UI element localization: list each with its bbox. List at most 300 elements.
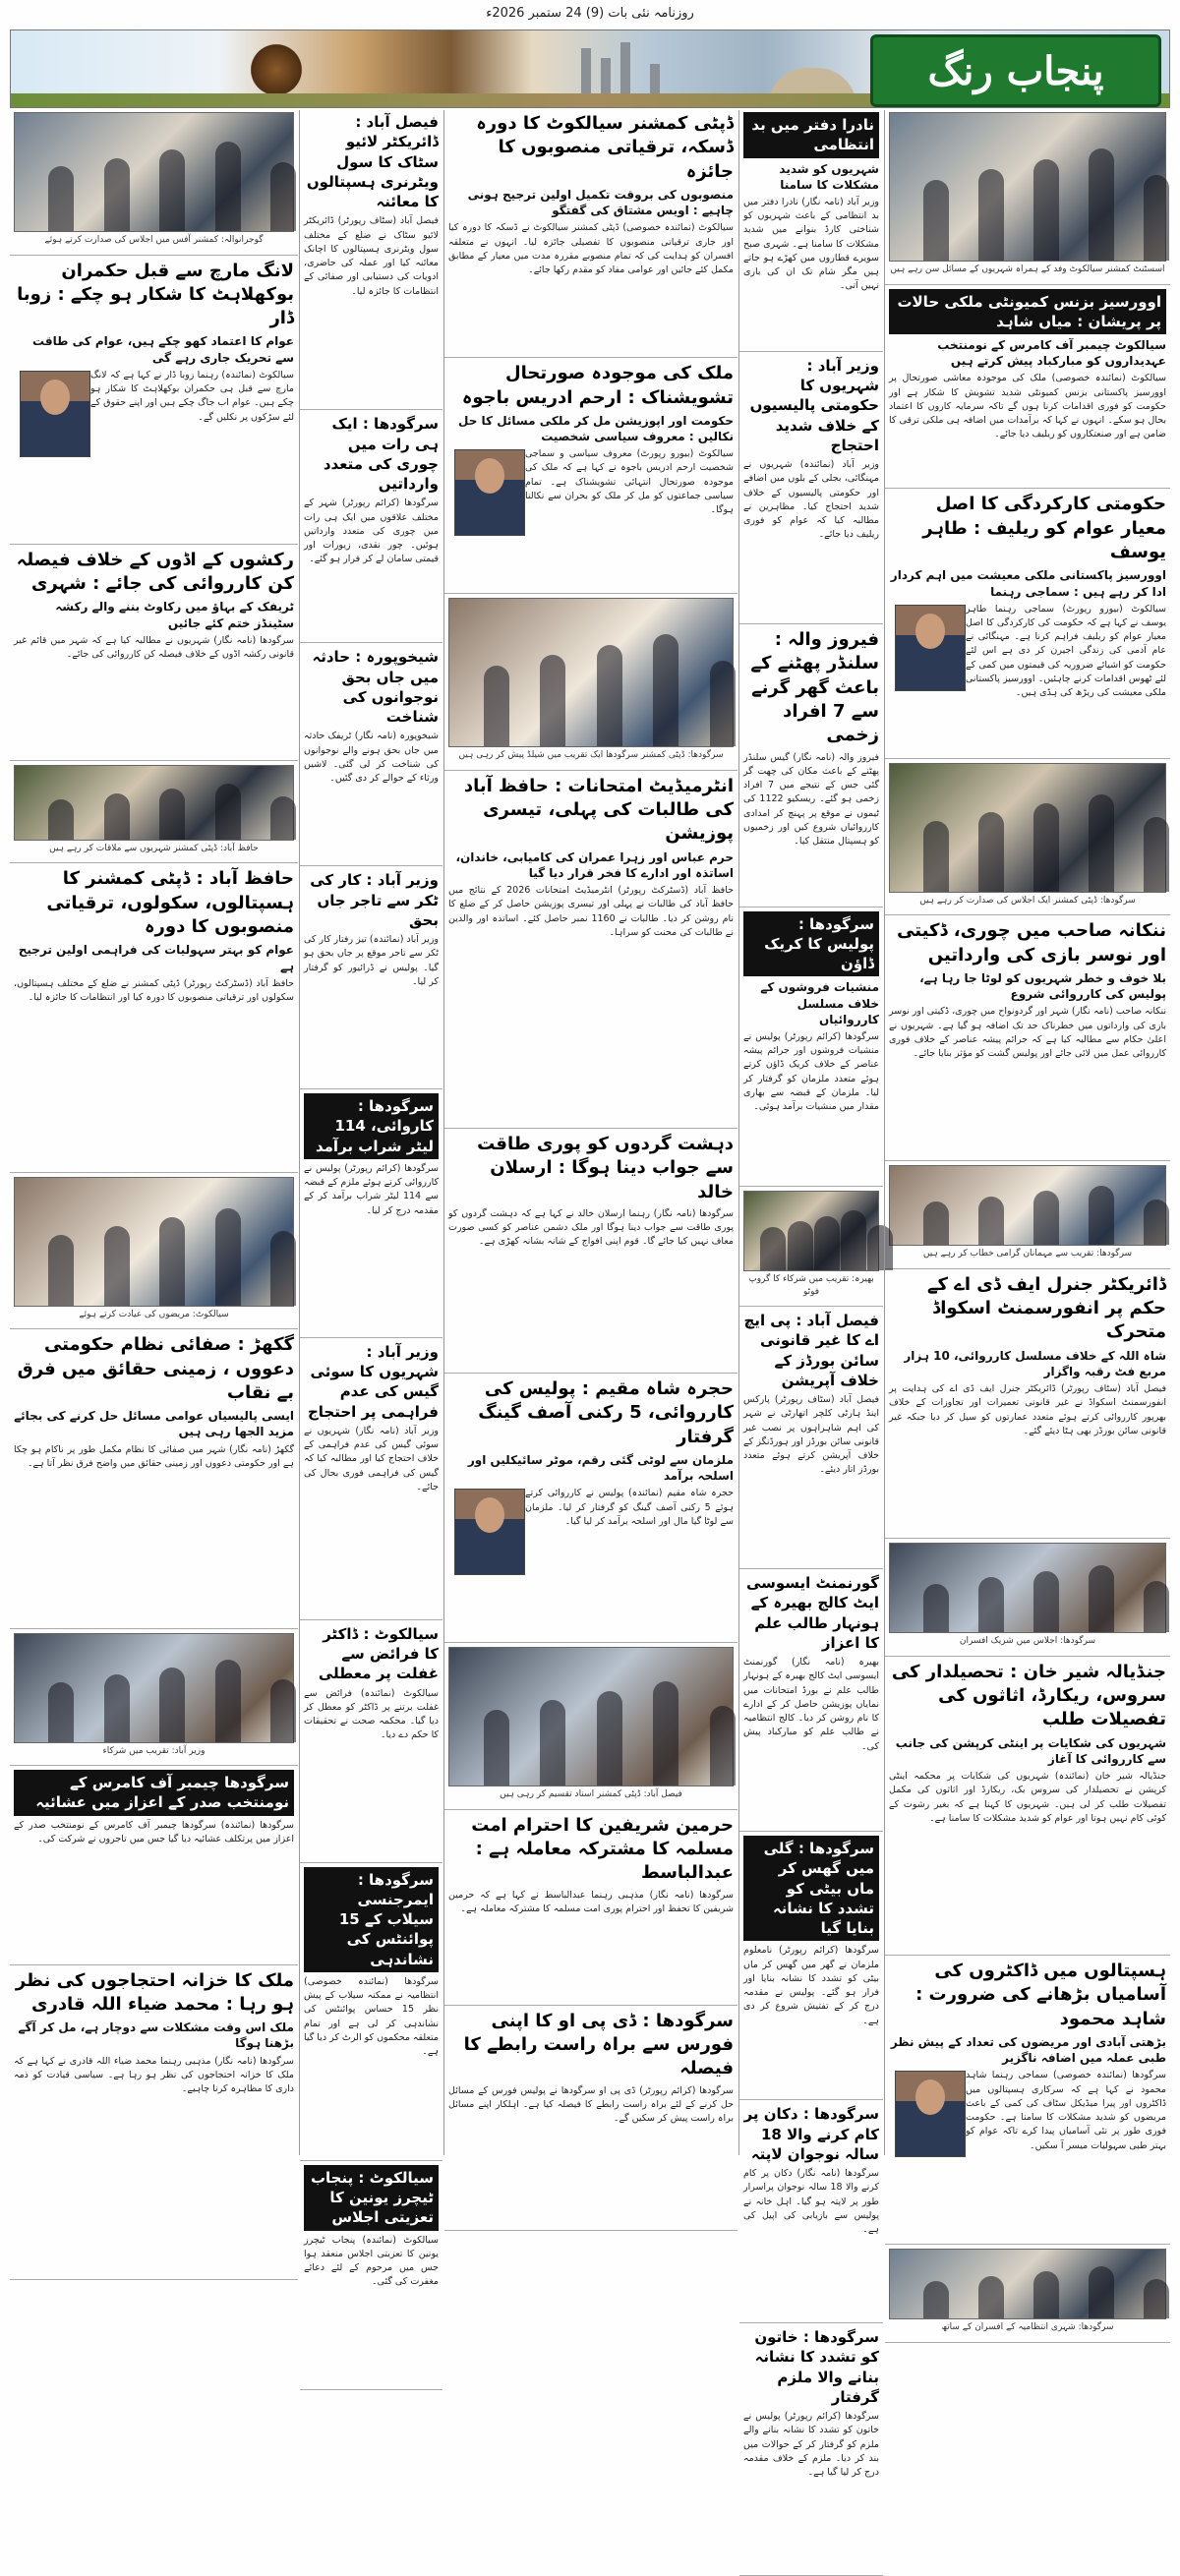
person-silhouette — [48, 1682, 74, 1742]
article-separator — [885, 758, 1170, 759]
article-separator — [300, 1337, 442, 1338]
headline: وزیر آباد : شہریوں کا سوئی گیس کی عدم فراہمی پر احتجاج — [307, 1342, 439, 1421]
photo-block — [889, 1543, 1166, 1648]
article-body — [743, 196, 879, 343]
article-text: سرگودھا (کرائم رپورٹر) پولیس نے خاتون کو تشدد کا نشانہ بنانے والے ملزم کو گرفتار کر کے حوالات میں بند کر دیا۔ ملزم کے خلاف مقدمہ درج کر لیا گیا ہے۔ — [743, 2411, 879, 2479]
article-text: سرگودھا (نامہ نگار) مذہبی رہنما محمد ضیاء اللہ قادری نے کہا ہے کہ ملک کا خزانہ احتجاجوں کی نظر ہو رہا ہے۔ سیاسی قیادت کو ذمہ داری کا مظاہرہ کرنا چاہیے۔ — [14, 2055, 294, 2095]
person-silhouette — [104, 158, 130, 231]
article-separator — [444, 1128, 738, 1129]
article-text: سیالکوٹ (نمائندہ) پنجاب ٹیچرز یونین کا تعزیتی اجلاس منعقد ہوا جس میں مرحوم کے لئے دعائے مغفرت کی گئی۔ — [304, 2234, 439, 2288]
headline: گورنمنٹ ایسوسی ایٹ کالج بھیرہ کے ہونہار طالب علم کا اعزاز — [745, 1574, 879, 1652]
person-silhouette — [215, 1208, 241, 1306]
news-article — [743, 1573, 879, 1823]
article-separator — [444, 1809, 738, 1810]
news-article — [743, 628, 879, 898]
article-separator — [739, 1568, 883, 1569]
news-article — [889, 1661, 1166, 1947]
person-silhouette — [1089, 1186, 1114, 1246]
news-photo — [889, 2249, 1166, 2319]
sub-headline: اوورسیز پاکستانی ملکی معیشت میں اہم کردار ادا کر رہے ہیں : سماجی رہنما — [890, 568, 1166, 599]
article-text: فیصل آباد (سٹاف رپورٹر) ڈائریکٹر جنرل ایف ڈی اے کی ہدایت پر انفورسمنٹ اسکواڈ نے غیر قانونی تعمیرات اور تجاوزات کے خلاف بھرپور کارروائی کرتے ہوئے متعدد عمارتوں کو سیل کر دیا جبکہ غیر قانونی سائن بورڈز بھی ہٹا دیئے گئے۔ — [889, 1383, 1166, 1436]
article-text: ننکانہ صاحب (نامہ نگار) شہر اور گردونواح میں چوری، ڈکیتی اور نوسر بازی کی وارداتوں میں خطرناک حد تک اضافہ ہو گیا ہے۔ شہریوں نے اعلیٰ حکام سے مطالبہ کیا ہے کہ جرائم پیشہ عناصر کے خلاف فوری کارروائی عمل میں لائی جائے اور پولیس گشت کو مؤثر بنایا جائے۔ — [889, 1006, 1166, 1060]
news-article — [889, 1960, 1166, 2236]
photo-caption: گوجرانوالہ: کمشنر آفس میں اجلاس کی صدارت کرتے ہوئے — [44, 235, 264, 245]
banner-sun-icon — [247, 40, 306, 99]
headline: جنڈیالہ شیر خان : تحصیلدار کی سروس، ریکارڈ، اثاثوں کی تفصیلات طلب — [891, 1661, 1166, 1730]
article-text: سرگودھا (کرائم رپورٹر) ڈی پی او سرگودھا نے پولیس فورس کے مسائل حل کرنے کے لئے براہ راست رابطے کا فیصلہ کیا ہے۔ اہلکار اپنے مسائل براہ راست پیش کر سکیں گے۔ — [448, 2084, 734, 2125]
article-separator — [300, 409, 442, 410]
photo-block — [14, 112, 294, 247]
article-text: سیالکوٹ (نمائندہ خصوصی) ڈپٹی کمشنر سیالکوٹ نے ڈسکہ کا دورہ کیا اور جاری ترقیاتی منصوبوں کا تفصیلی جائزہ لیا۔ انہوں نے متعلقہ افسران کو ہدایت کی کہ تمام منصوبے مقررہ مدت میں معیار کے مطابق مکمل کئے جائیں اور عوامی مفاد کو مقدم رکھا جائے۔ — [448, 222, 734, 276]
headline: ڈپٹی کمشنر سیالکوٹ کا دورہ ڈسکہ، ترقیاتی منصوبوں کا جائزہ — [476, 113, 734, 182]
news-article — [889, 1273, 1166, 1530]
article-body — [743, 1944, 879, 2091]
person-silhouette — [104, 793, 130, 840]
headline: لانگ مارچ سے قبل حکمران بوکھلاہٹ کا شکار ہو چکے : زوبا ڈار — [17, 260, 294, 329]
article-separator — [10, 1628, 298, 1629]
photo-caption: سرگودھا: اجلاس میں شریک افسران — [959, 1636, 1096, 1647]
news-article — [14, 260, 294, 536]
article-text: سرگودھا (نمائندہ) سرگودھا چیمبر آف کامرس کے نومنتخب صدر کے اعزاز میں پرتکلف عشائیہ دیا گیا جس میں تاجروں نے شرکت کی۔ — [14, 1819, 294, 1844]
article-separator — [10, 255, 298, 256]
article-separator — [300, 2160, 442, 2161]
news-article — [743, 112, 879, 343]
person-silhouette — [1089, 794, 1114, 892]
news-article — [304, 870, 439, 1081]
person-silhouette — [841, 1210, 866, 1270]
article-body — [889, 1005, 1166, 1152]
headline: نادرا دفتر میں بد انتظامی — [743, 112, 879, 158]
article-body — [743, 2410, 879, 2567]
article-text: حافظ آباد (ڈسٹرکٹ رپورٹر) ڈپٹی کمشنر نے ضلع کے مختلف ہسپتالوں، سکولوں اور ترقیاتی منصوبوں کا دورہ کیا اور انتظامات کا جائزہ لیا۔ — [14, 977, 294, 1003]
person-silhouette — [978, 2276, 1004, 2318]
photo-caption: بھیرہ: تقریب میں شرکاء کا گروپ فوٹو — [748, 1273, 874, 1297]
news-article — [14, 1969, 294, 2271]
article-text: سیالکوٹ (نمائندہ) فرائض سے غفلت برتنے پر ڈاکٹر کو معطل کر دیا گیا۔ محکمہ صحت نے تحقیقات کا حکم دے دیا۔ — [304, 1687, 439, 1741]
person-silhouette — [270, 162, 296, 231]
headline: اوورسیز بزنس کمیونٹی ملکی حالات پر پریشان : میاں شاہد — [889, 289, 1166, 335]
article-body — [889, 1382, 1166, 1530]
news-photo — [14, 1633, 294, 1743]
news-article — [448, 1133, 734, 1365]
photo-block — [889, 112, 1166, 276]
article-text: فیروز والہ (نامہ نگار) گیس سلنڈر پھٹنے کے باعث مکان کی چھت گر گئی جس کے نتیجے میں 7 افراد زخمی ہو گئے۔ ریسکیو 1122 کی ٹیموں نے موقع پر پہنچ کر امدادی کارروائیاں شروع کیں اور زخمیوں کو ہسپتال منتقل کیا۔ — [743, 751, 880, 848]
news-photo — [889, 1543, 1166, 1633]
portrait-photo — [895, 605, 966, 691]
article-text: سرگودھا (نمائندہ خصوصی) سماجی رہنما شاہد محمود نے کہا ہے کہ سرکاری ہسپتالوں میں ڈاکٹروں اور پیرا میڈیکل سٹاف کی کمی کے باعث مریضوں کو شدید مشکلات کا سامنا ہے۔ حکومت فوری طور پر نئی آسامیاں پیدا کرے تاکہ عوام کو بہتر طبی سہولیات میسر آ سکیں۔ — [966, 2070, 1166, 2151]
person-silhouette — [270, 796, 296, 840]
dateline: روزنامہ نئی بات (9) 24 ستمبر 2026ء — [486, 6, 694, 21]
article-separator — [885, 1538, 1170, 1539]
article-text: سرگودھا (نامہ نگار) شہریوں نے مطالبہ کیا ہے کہ شہر میں قائم غیر قانونی رکشہ اڈوں کے خلاف فیصلہ کن کارروائی کی جائے۔ — [14, 634, 294, 661]
person-silhouette — [484, 666, 509, 747]
headline: ملک کا خزانہ احتجاجوں کی نظر ہو رہا : محمد ضیاء اللہ قادری — [15, 1969, 294, 2015]
article-body — [14, 634, 294, 752]
column-divider — [443, 110, 444, 2155]
article-separator — [444, 1642, 738, 1643]
masthead-banner — [10, 29, 1170, 108]
headline: فیصل آباد : ڈائریکٹر لائیو سٹاک کا سول ویٹرنری ہسپتالوں کا معائنہ — [306, 113, 439, 210]
news-photo — [14, 765, 294, 841]
person-silhouette — [1089, 1565, 1114, 1632]
person-silhouette — [1144, 1581, 1169, 1632]
person-silhouette — [710, 1706, 736, 1786]
person-silhouette — [1033, 1191, 1059, 1245]
news-article — [448, 362, 734, 585]
portrait-photo — [454, 1489, 525, 1575]
article-text: سرگودھا (کرائم رپورٹر) نامعلوم ملزمان نے گھر میں گھس کر ماں بیٹی کو تشدد کا نشانہ بنایا اور فرار ہو گئے۔ پولیس نے مقدمہ درج کر کے تفتیش شروع کر دی ہے۔ — [743, 1945, 879, 2026]
person-silhouette — [540, 1700, 565, 1786]
article-body — [448, 1487, 734, 1634]
headline: سرگودھا : خاتون کو تشدد کا نشانہ بنانے والا ملزم گرفتار — [754, 2328, 879, 2406]
news-article — [304, 414, 439, 634]
sub-headline: شاہ اللہ کے خلاف مسلسل کارروائی، 10 ہزار مربع فٹ رقبہ واگزار — [904, 1348, 1166, 1378]
headline: حافظ آباد : ڈپٹی کمشنر کا ہسپتالوں، سکولوں، ترقیاتی منصوبوں کا دورہ — [46, 868, 294, 938]
photo-block — [14, 765, 294, 855]
headline: انٹرمیڈیٹ امتحانات : حافظ آباد کی طالبات کی پہلی، تیسری پوزیشن — [463, 775, 734, 845]
article-body — [743, 2167, 879, 2314]
person-silhouette — [484, 1710, 509, 1786]
section-logo — [870, 34, 1161, 107]
person-silhouette — [1033, 159, 1059, 262]
news-article — [304, 1624, 439, 1854]
article-separator — [885, 284, 1170, 285]
article-text: سیالکوٹ (نمائندہ خصوصی) ملک کی موجودہ معاشی صورتحال پر اوورسیز پاکستانی بزنس کمیونٹی شدید تشویش کا شکار ہے اور حکومت کو فوری اقدامات کرنا ہوں گے تاکہ سرمایہ کاروں کا اعتماد بحال ہو سکے۔ انہوں نے کہا کہ برآمدات میں اضافہ ہی ملکی ترقی کا ضامن ہے اور صنعتکاروں کو ریلیف دیا جائے۔ — [889, 373, 1166, 440]
photo-block — [889, 763, 1166, 907]
article-text: شیخوپورہ (نامہ نگار) ٹریفک حادثہ میں جاں بحق ہونے والے نوجوانوں کی شناخت کر لی گئی۔ لاشیں ورثاء کے حوالے کر دی گئیں۔ — [304, 731, 439, 784]
news-article — [889, 919, 1166, 1152]
article-separator — [885, 488, 1170, 489]
article-separator — [10, 544, 298, 545]
article-text: فیصل آباد (سٹاف رپورٹر) پارکس اینڈ ہارٹی کلچر اتھارٹی نے شہر کی اہم شاہراہوں پر نصب غیر قانونی سائن بورڈز اور ہورڈنگز کے خلاف آپریشن کرتے ہوئے متعدد بورڈز اتار دیئے۔ — [743, 1394, 879, 1476]
photo-caption: وزیر آباد: تقریب میں شرکاء — [102, 1745, 206, 1756]
article-body — [304, 214, 439, 401]
article-separator — [885, 2244, 1170, 2245]
person-silhouette — [1089, 2266, 1114, 2318]
column-3 — [444, 110, 738, 2155]
sub-headline: عوام کا اعتماد کھو چکے ہیں، عوام کی طاقت سے تحریک جاری رہے گی — [32, 334, 294, 365]
news-article — [448, 1814, 734, 1997]
news-article — [743, 356, 879, 615]
headline: حرمین شریفین کا احترام امت مسلمہ کا مشترکہ معاملہ ہے : عبدالباسط — [471, 1814, 734, 1884]
photo-block — [448, 1647, 734, 1801]
article-separator — [444, 593, 738, 594]
article-text: سرگودھا (کرائم رپورٹر) پولیس نے منشیات فروشوں اور جرائم پیشہ عناصر کے خلاف کریک ڈاؤن کرتے ہوئے متعدد ملزمان کو گرفتار کر لیا۔ ملزمان کے قبضہ سے بھاری مقدار میں منشیات برآمد ہوئی۔ — [743, 1030, 879, 1113]
article-separator — [885, 1268, 1170, 1269]
article-separator — [10, 1765, 298, 1766]
sub-headline: بلا خوف و خطر شہریوں کو لوٹا جا رہا ہے، پولیس کی کارروائی شروع — [919, 970, 1166, 1002]
headline: سرگودھا چیمبر آف کامرس کے نومنتخب صدر کے اعزاز میں عشائیہ — [14, 1770, 294, 1816]
article-text: سیالکوٹ (بیورو رپورٹ) معروف سیاسی و سماجی شخصیت ارحم ادریس باجوہ نے کہا ہے کہ ملک کی موجودہ صورتحال انتہائی تشویشناک ہے۔ تمام سیاسی جماعتوں کو مل کر ملک کو بحران سے نکالنا ہوگا۔ — [525, 448, 734, 516]
news-article — [743, 2104, 879, 2314]
sub-headline: ملزمان سے لوٹی گئی رقم، موٹر سائیکلیں اور اسلحہ برآمد — [467, 1452, 734, 1484]
news-article — [14, 549, 294, 752]
person-silhouette — [923, 821, 949, 892]
headline: ہسپتالوں میں ڈاکٹروں کی آسامیاں بڑھانے کی ضرورت : شاہد محمود — [915, 1961, 1166, 2029]
article-separator — [444, 2005, 738, 2006]
news-photo — [14, 1177, 294, 1307]
portrait-photo — [20, 371, 90, 457]
article-text: وزیر آباد (نمائندہ) تیز رفتار کار کی ٹکر سے تاجر موقع پر جاں بحق ہو گیا۔ پولیس نے ڈرائیور کو گرفتار کر لیا۔ — [304, 934, 439, 987]
article-body — [889, 603, 1166, 750]
column-divider — [299, 110, 300, 2155]
article-separator — [739, 2099, 883, 2100]
person-silhouette — [653, 634, 678, 746]
headline: سرگودھا : کاروائی، 114 لیٹر شراب برآمد — [304, 1093, 439, 1159]
person-silhouette — [923, 2281, 949, 2319]
news-photo — [448, 1647, 734, 1786]
column-2 — [739, 110, 883, 2479]
photo-block — [889, 1165, 1166, 1260]
headline: وزیر آباد : کار کی ٹکر سے تاجر جاں بحق — [310, 871, 439, 929]
news-article — [743, 911, 879, 1178]
article-separator — [739, 1186, 883, 1187]
news-photo — [889, 112, 1166, 262]
article-body — [889, 1770, 1166, 1947]
article-text: سیالکوٹ (نمائندہ) رہنما زوبا ڈار نے کہا ہے کہ لانگ مارچ سے قبل ہی حکمران بوکھلاہٹ کا شکار ہو چکے ہیں۔ عوام اب جاگ چکے ہیں اور اپنے حقوق کے لئے سڑکوں پر نکلیں گے۔ — [90, 369, 294, 423]
headline: شیخوپورہ : حادثہ میں جاں بحق نوجوانوں کی شناخت — [312, 648, 439, 726]
news-article — [304, 112, 439, 401]
article-body — [448, 2084, 734, 2222]
article-body — [448, 1207, 734, 1365]
article-separator — [444, 2230, 738, 2231]
article-body — [448, 884, 734, 1120]
news-article — [889, 493, 1166, 749]
news-article — [743, 1836, 879, 2091]
article-separator — [739, 623, 883, 624]
article-separator — [10, 2279, 298, 2280]
article-body — [14, 2055, 294, 2271]
person-silhouette — [48, 799, 74, 840]
portrait-photo — [895, 2071, 966, 2157]
article-body — [743, 1656, 879, 1823]
article-separator — [885, 1656, 1170, 1657]
article-separator — [300, 1619, 442, 1620]
sub-headline: سیالکوٹ چیمبر آف کامرس کے نومنتخب عہدیداروں کو مبارکباد پیش کرتے ہیں — [937, 338, 1166, 369]
headline: ننکانہ صاحب میں چوری، ڈکیتی اور نوسر بازی کی وارداتیں — [897, 920, 1166, 966]
person-silhouette — [270, 1231, 296, 1305]
person-silhouette — [159, 1217, 185, 1306]
person-silhouette — [1144, 175, 1169, 261]
headline: وزیر آباد : شہریوں کا حکومتی پالیسیوں کے خلاف شدید احتجاج — [749, 356, 879, 454]
news-article — [14, 1770, 294, 1957]
article-text: سرگودھا (نامہ نگار) مذہبی رہنما عبدالباسط نے کہا ہے کہ حرمین شریفین کا تحفظ اور احترام پوری امت مسلمہ کا مشترکہ معاملہ ہے۔ — [448, 1889, 734, 1914]
article-body — [304, 1162, 439, 1329]
person-silhouette — [48, 166, 74, 231]
article-body — [304, 1975, 439, 2152]
article-text: حافظ آباد (ڈسٹرکٹ رپورٹر) انٹرمیڈیٹ امتحانات 2026 کے نتائج میں حافظ آباد کی طالبات نے پہلی اور تیسری پوزیشن حاصل کر کے ضلع کا نام روشن کر دیا۔ طالبات نے 1160 نمبر حاصل کئے۔ اساتذہ اور والدین نے طالبات کی محنت کو سراہا۔ — [448, 885, 734, 938]
article-separator — [10, 862, 298, 863]
article-separator — [300, 2389, 442, 2390]
photo-block — [14, 1633, 294, 1758]
news-article — [448, 2010, 734, 2222]
article-separator — [10, 760, 298, 761]
photo-caption: حافظ آباد: ڈپٹی کمشنر شہریوں سے ملاقات کر رہے ہیں — [49, 843, 259, 853]
headline: ڈائریکٹر جنرل ایف ڈی اے کے حکم پر انفورسمنٹ اسکواڈ متحرک — [927, 1273, 1166, 1343]
news-article — [448, 775, 734, 1120]
headline: ملک کی موجودہ صورتحال تشویشناک : ارحم ادریس باجوہ — [461, 363, 734, 408]
article-text: حجرہ شاہ مقیم (نمائندہ) پولیس نے کارروائی کرتے ہوئے 5 رکنی آصف گینگ کو گرفتار کر لیا۔ ملزمان سے لوٹا گیا مال اور اسلحہ برآمد کر لیا گیا۔ — [525, 1488, 734, 1527]
headline: سیالکوٹ : پنجاب ٹیچرز یونین کا تعزیتی اجلاس — [304, 2165, 439, 2231]
article-separator — [300, 642, 442, 643]
person-silhouette — [1144, 1200, 1169, 1245]
photo-caption: سرگودھا: شہری انتظامیہ کے افسران کے ساتھ — [941, 2322, 1114, 2333]
news-article — [304, 1867, 439, 2152]
article-body — [304, 1425, 439, 1611]
article-body — [304, 730, 439, 857]
person-silhouette — [1033, 803, 1059, 892]
news-article — [304, 647, 439, 857]
person-silhouette — [1144, 2279, 1169, 2319]
person-silhouette — [270, 1679, 296, 1742]
headline: سیالکوٹ : ڈاکٹر کا فرائض سے غفلت پر معطلی — [318, 1624, 439, 1683]
person-silhouette — [215, 784, 241, 840]
column-divider — [738, 110, 739, 2155]
news-article — [14, 867, 294, 1163]
article-body — [304, 497, 439, 634]
sub-headline: عوام کو بہتر سہولیات کی فراہمی اولین ترجیح ہے — [18, 943, 294, 973]
article-separator — [444, 1373, 738, 1374]
headline: سرگودھا : ایک ہی رات میں چوری کی متعدد وارداتیں — [323, 415, 439, 493]
person-silhouette — [104, 1226, 130, 1306]
article-separator — [300, 1862, 442, 1863]
article-separator — [739, 1831, 883, 1832]
article-body — [304, 933, 439, 1081]
sub-headline: ٹریفک کے بہاؤ میں رکاوٹ بننے والے رکشہ سٹینڈز ختم کئے جائیں — [55, 600, 294, 630]
person-silhouette — [104, 1674, 130, 1741]
sub-headline: ملک اس وقت مشکلات سے دوچار ہے، مل کر آگے بڑھنا ہوگا — [18, 2020, 294, 2051]
person-silhouette — [923, 180, 949, 262]
article-separator — [10, 1964, 298, 1965]
news-photo — [889, 1165, 1166, 1246]
person-silhouette — [978, 1197, 1004, 1246]
article-body — [743, 458, 879, 615]
person-silhouette — [867, 1225, 893, 1270]
headline: فیروز والہ : سلنڈر پھٹنے کے باعث گھر گرنے سے 7 افراد زخمی — [750, 629, 879, 746]
news-article — [304, 1093, 439, 1329]
headline: گکھڑ : صفائی نظام حکومتی دعووں ، زمینی حقائق میں فرق بے نقاب — [17, 1334, 294, 1403]
article-body — [304, 2234, 439, 2381]
person-silhouette — [597, 1691, 622, 1786]
person-silhouette — [978, 812, 1004, 892]
article-text: جنڈیالہ شیر خان (نمائندہ) شہریوں کی شکایات پر محکمہ اینٹی کرپشن نے تحصیلدار کی سروس بک، ریکارڈ اور اثاثوں کی مکمل تفصیلات طلب کر لی ہیں۔ شہریوں کا کہنا ہے کہ بغیر رشوت کے کوئی کام نہیں ہوتا اور عوام کو شدید مشکلات کا سامنا ہے۔ — [889, 1771, 1166, 1824]
person-silhouette — [978, 1577, 1004, 1632]
news-photo — [14, 112, 294, 232]
article-text: سرگودھا (نامہ نگار) دکان پر کام کرنے والا 18 سالہ نوجوان پراسرار طور پر لاپتہ ہو گیا۔ اہل خانہ نے پولیس سے بازیابی کی اپیل کی ہے۔ — [743, 2168, 879, 2236]
person-silhouette — [1033, 2271, 1059, 2318]
column-1 — [885, 110, 1170, 2333]
logo-text: پنجاب رنگ — [927, 47, 1104, 94]
article-separator — [300, 865, 442, 866]
person-silhouette — [215, 142, 241, 231]
person-silhouette — [760, 1227, 786, 1270]
article-separator — [885, 1955, 1170, 1956]
person-silhouette — [215, 1660, 241, 1742]
column-4 — [300, 110, 442, 2288]
article-separator — [739, 2322, 883, 2323]
article-body — [743, 1393, 879, 1560]
article-text: وزیر آباد (نامہ نگار) شہریوں نے سوئی گیس کی عدم فراہمی کے خلاف احتجاج کیا اور مطالبہ کیا کہ گیس کی فراہمی فوری بحال کی جائے۔ — [304, 1425, 439, 1493]
news-photo — [743, 1191, 879, 1271]
photo-caption: سیالکوٹ: مریضوں کی عیادت کرتے ہوئے — [79, 1309, 229, 1319]
photo-block — [889, 2249, 1166, 2334]
article-text: سیالکوٹ (بیورو رپورٹ) سماجی رہنما طاہر یوسف نے کہا ہے کہ حکومت کی کارکردگی کا اصل معیار عوام کو ریلیف فراہم کرنا ہے۔ مہنگائی نے عام آدمی کی زندگی اجیرن کر دی ہے اس لئے حکومت کو اشیائے ضروریہ کی قیمتوں میں کمی کے لئے ٹھوس اقدامات کرنے چاہئیں۔ اوورسیز پاکستانی ملکی معیشت کی ریڑھ کی ہڈی ہیں۔ — [966, 603, 1166, 699]
article-body — [448, 447, 734, 585]
person-silhouette — [653, 1681, 678, 1786]
column-5 — [10, 110, 298, 2155]
article-text: سرگودھا (نمائندہ خصوصی) انتظامیہ نے ممکنہ سیلاب کے پیش نظر 15 حساس پوائنٹس کی نشاندہی کر لی ہے اور تمام متعلقہ محکموں کو الرٹ کر دیا گیا ہے۔ — [304, 1975, 439, 2057]
photo-caption: اسسٹنٹ کمشنر سیالکوٹ وفد کے ہمراہ شہریوں کے مسائل سن رہے ہیں — [890, 264, 1165, 274]
person-silhouette — [159, 789, 185, 840]
person-silhouette — [159, 1668, 185, 1742]
article-body — [14, 369, 294, 536]
news-article — [304, 1342, 439, 1611]
photo-caption: سرگودھا: تقریب سے مہمانان گرامی خطاب کر رہے ہیں — [922, 1249, 1133, 1259]
person-silhouette — [159, 149, 185, 231]
person-silhouette — [923, 1584, 949, 1633]
article-separator — [10, 1328, 298, 1329]
headline: سرگودھا : ایمرجنسی سیلاب کے 15 پوائنٹس کی نشاندہی — [304, 1867, 439, 1972]
article-separator — [739, 351, 883, 352]
article-text: وزیر آباد (نامہ نگار) نادرا دفتر میں بد انتظامی کے باعث شہریوں کو شناختی کارڈ بنوانے میں شدید مشکلات کا سامنا ہے۔ شہری صبح سویرے قطاروں میں کھڑے ہو جاتے ہیں مگر شام تک ان کی باری نہیں آتی۔ — [743, 196, 879, 292]
article-separator — [444, 770, 738, 771]
headline: سرگودھا : گلی میں گھس کر ماں بیٹی کو تشدد کا نشانہ بنایا گیا — [743, 1836, 879, 1941]
person-silhouette — [923, 1201, 949, 1245]
article-separator — [739, 1306, 883, 1307]
article-text: سرگودھا (نامہ نگار) رہنما ارسلان خالد نے کہا ہے کہ دہشت گردوں کو پوری طاقت سے جواب دینا ہوگا اور ملک دشمن عناصر کو کسی صورت معاف نہیں کیا جائے گا۔ قوم اپنی افواج کے شانہ بشانہ کھڑی ہے۔ — [448, 1207, 734, 1248]
person-silhouette — [1144, 817, 1169, 891]
news-article — [448, 112, 734, 349]
article-separator — [444, 357, 738, 358]
news-article — [743, 2327, 879, 2567]
person-silhouette — [814, 1216, 840, 1270]
sub-headline: منشیات فروشوں کے خلاف مسلسل کارروائیاں — [760, 980, 879, 1026]
sub-headline: حکومت اور اپوزیشن مل کر ملکی مسائل کا حل نکالیں : معروف سیاسی شخصیت — [458, 413, 734, 444]
news-article — [304, 2165, 439, 2381]
article-body — [448, 1889, 734, 1997]
headline: حجرہ شاہ مقیم : پولیس کی کارروائی، 5 رکنی آصف گینگ گرفتار — [478, 1377, 734, 1447]
sub-headline: بڑھتی آبادی اور مریضوں کی تعداد کے پیش نظر طبی عملہ میں اضافہ ناگزیر — [890, 2034, 1166, 2066]
column-divider — [884, 110, 885, 2155]
photo-caption: سرگودھا: ڈپٹی کمشنر ایک اجلاس کی صدارت کر رہے ہیں — [919, 895, 1136, 906]
sub-headline: شہریوں کی شکایات پر اینٹی کرپشن کی جانب سے کارروائی کا آغاز — [895, 1735, 1166, 1766]
person-silhouette — [710, 661, 736, 746]
sub-headline: ایسی پالیسیاں عوامی مسائل حل کرنے کی بجائے مزید الجھا رہی ہیں — [14, 1409, 294, 1439]
headline: سرگودھا : دکان پر کام کرنے والا 18 سالہ نوجوان لاپتہ — [743, 2105, 879, 2163]
article-text: فیصل آباد (سٹاف رپورٹر) ڈائریکٹر لائیو سٹاک نے ضلع کے مختلف سول ویٹرنری ہسپتالوں کا اچانک معائنہ کیا اور عملہ کی حاضری، ادویات کی دستیابی اور صفائی کے انتظامات کا جائزہ لیا۔ — [304, 215, 439, 297]
article-text: وزیر آباد (نمائندہ) شہریوں نے مہنگائی، بجلی کے بلوں میں اضافے اور حکومتی پالیسیوں کے خلاف شدید احتجاج کیا۔ مظاہرین نے مطالبہ کیا کہ عوام کو فوری ریلیف دیا جائے۔ — [743, 459, 879, 541]
person-silhouette — [540, 655, 565, 746]
headline: حکومتی کارکردگی کا اصل معیار عوام کو ریلیف : طاہر یوسف — [922, 494, 1166, 563]
article-body — [14, 977, 294, 1164]
article-text: سرگودھا (کرائم رپورٹر) شہر کے مختلف علاقوں میں ایک ہی رات میں چوری کی متعدد وارداتیں ہوئیں۔ چور نقدی، زیورات اور قیمتی سامان لے کر فرار ہو گئے۔ — [304, 498, 439, 565]
person-silhouette — [1089, 148, 1114, 261]
headline: رکشوں کے اڈوں کے خلاف فیصلہ کن کارروائی کی جائے : شہری — [16, 549, 294, 595]
sub-headline: منصوبوں کی بروقت تکمیل اولین ترجیح ہونی چاہیے : اویس مشتاق کی گفتگو — [467, 187, 734, 218]
article-separator — [885, 2342, 1170, 2343]
headline: سرگودھا : پولیس کا کریک ڈاؤن — [743, 911, 879, 977]
news-photo — [889, 763, 1166, 893]
photo-caption: فیصل آباد: ڈپٹی کمشنر اسناد تقسیم کر رہی ہیں — [500, 1789, 682, 1800]
article-body — [448, 221, 734, 349]
article-body — [743, 751, 879, 899]
headline: دہشت گردوں کو پوری طاقت سے جواب دینا ہوگا : ارسلان خالد — [477, 1134, 734, 1202]
article-body — [14, 1443, 294, 1620]
sub-headline: شہریوں کو شدید مشکلات کا سامنا — [779, 161, 879, 192]
article-separator — [885, 1160, 1170, 1161]
article-body — [743, 1030, 879, 1178]
person-silhouette — [788, 1221, 813, 1270]
